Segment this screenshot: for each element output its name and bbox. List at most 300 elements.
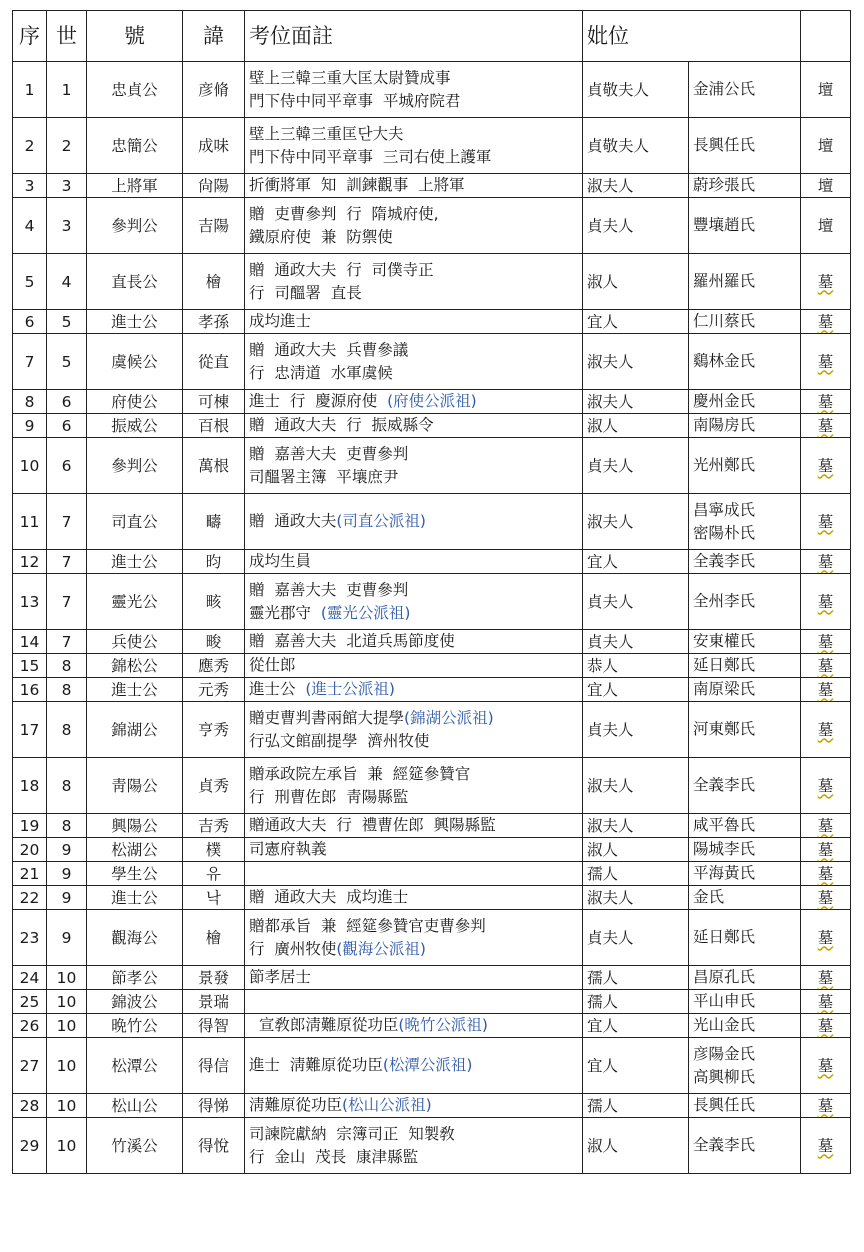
grave-cell: 墓 — [801, 630, 851, 654]
generation-cell: 8 — [47, 654, 87, 678]
ho-cell: 兵使公 — [87, 630, 183, 654]
title-line — [249, 886, 578, 909]
title-line — [249, 1054, 578, 1077]
grave-cell: 墓 — [801, 310, 851, 334]
grave-cell: 墓 — [801, 390, 851, 414]
generation-cell: 6 — [47, 438, 87, 494]
spouse-clan-text: 全州李氏 — [693, 592, 756, 610]
spouse-clan-cell — [689, 654, 801, 678]
grave-cell: 墓 — [801, 1038, 851, 1094]
spouse-clan-cell — [689, 1094, 801, 1118]
title-text: 贈 通政大夫 兵曹參議 — [249, 340, 409, 359]
spouse-clan-text: 金氏 — [693, 888, 725, 906]
name-cell: 낙 — [183, 886, 245, 910]
title-text: 靈光郡守 — [249, 603, 321, 622]
seq-cell: 13 — [13, 574, 47, 630]
spouse-clan-text: 密陽朴氏 — [693, 523, 756, 542]
grave-cell: 壇 — [801, 174, 851, 198]
title-line — [249, 123, 578, 146]
spouse-clan-cell — [689, 414, 801, 438]
title-line — [249, 915, 578, 938]
generation-cell: 9 — [47, 862, 87, 886]
spouse-rank-cell: 淑人 — [583, 414, 689, 438]
title-cell — [245, 390, 583, 414]
table-row — [13, 550, 851, 574]
grave-cell: 墓 — [801, 966, 851, 990]
ho-cell: 進士公 — [87, 678, 183, 702]
ho-cell: 觀海公 — [87, 910, 183, 966]
spouse-clan-cell — [689, 630, 801, 654]
title-cell — [245, 334, 583, 390]
spouse-rank-cell: 淑夫人 — [583, 814, 689, 838]
table-row — [13, 702, 851, 758]
branch-founder-label: (松潭公派祖) — [382, 1056, 473, 1074]
title-line — [249, 1014, 578, 1037]
ho-cell: 錦波公 — [87, 990, 183, 1014]
spouse-clan-cell — [689, 990, 801, 1014]
generation-cell: 10 — [47, 1014, 87, 1038]
title-text: 司憲府執義 — [249, 840, 327, 858]
seq-cell: 18 — [13, 758, 47, 814]
ho-cell: 忠簡公 — [87, 118, 183, 174]
table-row — [13, 630, 851, 654]
header-title: 考位面註 — [245, 11, 583, 62]
seq-cell: 7 — [13, 334, 47, 390]
spouse-clan-cell — [689, 1118, 801, 1174]
generation-cell: 8 — [47, 814, 87, 838]
grave-cell: 墓 — [801, 1118, 851, 1174]
title-cell — [245, 118, 583, 174]
branch-founder-label: (松山公派祖) — [342, 1096, 432, 1114]
ho-cell: 靑陽公 — [87, 758, 183, 814]
title-line — [249, 814, 578, 837]
title-cell — [245, 862, 583, 886]
ho-cell: 進士公 — [87, 310, 183, 334]
seq-cell: 29 — [13, 1118, 47, 1174]
generation-cell: 6 — [47, 390, 87, 414]
title-line — [249, 966, 578, 989]
generation-cell: 8 — [47, 758, 87, 814]
spouse-rank-cell: 貞夫人 — [583, 910, 689, 966]
spouse-rank-cell: 貞夫人 — [583, 574, 689, 630]
title-text: 贈吏曹判書兩館大提學 — [249, 708, 405, 727]
grave-cell: 墓 — [801, 1094, 851, 1118]
name-cell: 從直 — [183, 334, 245, 390]
ho-cell: 靈光公 — [87, 574, 183, 630]
spouse-clan-text: 延日鄭氏 — [693, 656, 756, 674]
seq-cell: 14 — [13, 630, 47, 654]
header-generation: 世 — [47, 11, 87, 62]
title-text: 贈 通政大夫 行 振威縣令 — [249, 416, 434, 434]
title-text: 贈通政大夫 行 禮曹佐郎 興陽縣監 — [249, 816, 496, 834]
title-line — [249, 146, 578, 169]
table-row — [13, 494, 851, 550]
title-text: 進士 行 慶源府使 — [249, 392, 388, 410]
spouse-clan-text: 安東權氏 — [693, 632, 756, 650]
title-line — [249, 654, 578, 677]
generation-cell: 9 — [47, 910, 87, 966]
spouse-clan-cell — [689, 814, 801, 838]
seq-cell: 1 — [13, 62, 47, 118]
title-line — [249, 259, 578, 282]
title-cell — [245, 678, 583, 702]
ho-cell: 節孝公 — [87, 966, 183, 990]
title-cell — [245, 1094, 583, 1118]
title-text: 行 司醞署 直長 — [249, 283, 362, 302]
table-row — [13, 910, 851, 966]
spouse-rank-cell: 貞敬夫人 — [583, 118, 689, 174]
generation-cell: 5 — [47, 334, 87, 390]
spouse-clan-cell — [689, 550, 801, 574]
name-cell: 亨秀 — [183, 702, 245, 758]
seq-cell: 8 — [13, 390, 47, 414]
ho-cell: 松山公 — [87, 1094, 183, 1118]
spouse-clan-cell — [689, 334, 801, 390]
table-row — [13, 758, 851, 814]
spouse-clan-text: 河東鄭氏 — [693, 720, 756, 738]
spouse-clan-cell — [689, 438, 801, 494]
ho-cell: 竹溪公 — [87, 1118, 183, 1174]
spouse-clan-text: 全義李氏 — [693, 1136, 756, 1154]
seq-cell: 4 — [13, 198, 47, 254]
spouse-rank-cell: 淑夫人 — [583, 494, 689, 550]
name-cell: 疇 — [183, 494, 245, 550]
title-line — [249, 90, 578, 113]
title-cell — [245, 654, 583, 678]
header-spouse: 妣位 — [583, 11, 801, 62]
spouse-clan-text: 光山金氏 — [693, 1016, 756, 1034]
table-row — [13, 1118, 851, 1174]
name-cell: 畯 — [183, 630, 245, 654]
branch-founder-label: (靈光公派祖) — [320, 603, 411, 622]
title-cell — [245, 910, 583, 966]
title-text: 司諫院獻納 宗簿司正 知製敎 — [249, 1124, 455, 1143]
grave-cell: 墓 — [801, 334, 851, 390]
spouse-clan-text: 平山申氏 — [693, 992, 756, 1010]
spouse-rank-cell: 貞敬夫人 — [583, 62, 689, 118]
name-cell: 得悌 — [183, 1094, 245, 1118]
title-text: 贈 通政大夫 — [249, 512, 337, 530]
title-line — [249, 602, 578, 625]
spouse-clan-cell — [689, 966, 801, 990]
title-cell — [245, 62, 583, 118]
table-row — [13, 310, 851, 334]
name-cell: 畡 — [183, 574, 245, 630]
title-line — [249, 678, 578, 701]
table-row — [13, 862, 851, 886]
seq-cell: 9 — [13, 414, 47, 438]
spouse-clan-text: 金浦公氏 — [693, 80, 756, 98]
name-cell: 吉陽 — [183, 198, 245, 254]
title-line — [249, 1094, 578, 1117]
table-row — [13, 174, 851, 198]
ho-cell: 虞候公 — [87, 334, 183, 390]
seq-cell: 25 — [13, 990, 47, 1014]
name-cell: 유 — [183, 862, 245, 886]
branch-founder-label: (府使公派祖) — [387, 392, 477, 410]
seq-cell: 23 — [13, 910, 47, 966]
spouse-clan-text: 昌寧成氏 — [693, 500, 756, 519]
grave-cell: 墓 — [801, 758, 851, 814]
title-cell — [245, 1118, 583, 1174]
header-row — [13, 11, 851, 62]
spouse-rank-cell: 孺人 — [583, 966, 689, 990]
spouse-rank-cell: 淑夫人 — [583, 174, 689, 198]
seq-cell: 28 — [13, 1094, 47, 1118]
ho-cell: 進士公 — [87, 550, 183, 574]
title-text: 贈 嘉善大夫 吏曹參判 — [249, 444, 409, 463]
grave-cell: 墓 — [801, 1014, 851, 1038]
generation-cell: 4 — [47, 254, 87, 310]
spouse-rank-cell: 恭人 — [583, 654, 689, 678]
seq-cell: 11 — [13, 494, 47, 550]
generation-cell: 8 — [47, 678, 87, 702]
spouse-clan-cell — [689, 838, 801, 862]
generation-cell: 9 — [47, 838, 87, 862]
spouse-clan-cell — [689, 198, 801, 254]
seq-cell: 20 — [13, 838, 47, 862]
name-cell: 尙陽 — [183, 174, 245, 198]
spouse-clan-cell — [689, 254, 801, 310]
spouse-clan-cell — [689, 1014, 801, 1038]
title-text: 宣敎郎淸難原從功臣 — [249, 1016, 399, 1034]
grave-cell: 墓 — [801, 414, 851, 438]
title-text: 節孝居士 — [249, 968, 312, 986]
name-cell: 萬根 — [183, 438, 245, 494]
table-row — [13, 814, 851, 838]
spouse-clan-text: 全義李氏 — [693, 776, 756, 794]
spouse-clan-text: 南原梁氏 — [693, 680, 756, 698]
name-cell: 百根 — [183, 414, 245, 438]
seq-cell: 17 — [13, 702, 47, 758]
ho-cell: 振威公 — [87, 414, 183, 438]
title-cell — [245, 494, 583, 550]
ho-cell: 司直公 — [87, 494, 183, 550]
spouse-rank-cell: 貞夫人 — [583, 198, 689, 254]
generation-cell: 2 — [47, 118, 87, 174]
title-cell — [245, 574, 583, 630]
grave-cell: 墓 — [801, 574, 851, 630]
title-line — [249, 174, 578, 197]
title-cell — [245, 966, 583, 990]
title-text: 行 刑曹佐郎 靑陽縣監 — [249, 787, 409, 806]
title-text: 贈都承旨 兼 經筵參贊官吏曹參判 — [249, 916, 486, 935]
ho-cell: 忠貞公 — [87, 62, 183, 118]
title-text: 司醞署主簿 平壤庶尹 — [249, 467, 399, 486]
title-text: 門下侍中同平章事 三司右使上護軍 — [249, 147, 492, 166]
branch-founder-label: (錦湖公派祖) — [404, 708, 494, 727]
title-line — [249, 362, 578, 385]
grave-cell: 墓 — [801, 814, 851, 838]
grave-cell: 墓 — [801, 678, 851, 702]
seq-cell: 27 — [13, 1038, 47, 1094]
spouse-clan-text: 蔚珍張氏 — [693, 176, 756, 194]
generation-cell: 10 — [47, 1038, 87, 1094]
generation-cell: 8 — [47, 702, 87, 758]
spouse-rank-cell: 淑夫人 — [583, 758, 689, 814]
ho-cell: 府使公 — [87, 390, 183, 414]
title-cell — [245, 886, 583, 910]
name-cell: 檜 — [183, 910, 245, 966]
title-text: 贈 嘉善大夫 北道兵馬節度使 — [249, 632, 455, 650]
title-line — [249, 862, 578, 885]
generation-cell: 10 — [47, 1094, 87, 1118]
title-line — [249, 466, 578, 489]
title-line — [249, 763, 578, 786]
title-line — [249, 630, 578, 653]
title-text: 進士公 — [249, 680, 306, 698]
grave-cell: 墓 — [801, 654, 851, 678]
title-cell — [245, 814, 583, 838]
title-text: 從仕郎 — [249, 656, 296, 674]
grave-cell: 壇 — [801, 62, 851, 118]
spouse-rank-cell: 淑人 — [583, 254, 689, 310]
ho-cell: 學生公 — [87, 862, 183, 886]
spouse-clan-text: 陽城李氏 — [693, 840, 756, 858]
title-cell — [245, 630, 583, 654]
title-cell — [245, 1038, 583, 1094]
grave-cell: 墓 — [801, 910, 851, 966]
name-cell: 景發 — [183, 966, 245, 990]
table-row — [13, 62, 851, 118]
spouse-clan-cell — [689, 494, 801, 550]
title-line — [249, 310, 578, 333]
spouse-clan-text: 彦陽金氏 — [693, 1044, 756, 1063]
seq-cell: 21 — [13, 862, 47, 886]
grave-cell: 墓 — [801, 886, 851, 910]
spouse-clan-text: 延日鄭氏 — [693, 928, 756, 946]
branch-founder-label: (晩竹公派祖) — [398, 1016, 488, 1034]
title-line — [249, 707, 578, 730]
table-row — [13, 438, 851, 494]
grave-cell: 墓 — [801, 494, 851, 550]
title-line — [249, 282, 578, 305]
header-seq: 序 — [13, 11, 47, 62]
generation-cell: 3 — [47, 198, 87, 254]
title-cell — [245, 438, 583, 494]
spouse-clan-cell — [689, 678, 801, 702]
ho-cell: 參判公 — [87, 198, 183, 254]
spouse-clan-text: 長興任氏 — [693, 1096, 756, 1114]
title-text: 折衝將軍 知 訓鍊觀事 上將軍 — [249, 176, 465, 194]
table-row — [13, 1038, 851, 1094]
generation-cell: 6 — [47, 414, 87, 438]
grave-cell: 墓 — [801, 862, 851, 886]
spouse-clan-cell — [689, 910, 801, 966]
seq-cell: 15 — [13, 654, 47, 678]
header-grave — [801, 11, 851, 62]
seq-cell: 6 — [13, 310, 47, 334]
spouse-clan-cell — [689, 310, 801, 334]
header-name: 諱 — [183, 11, 245, 62]
title-cell — [245, 1014, 583, 1038]
table-row — [13, 118, 851, 174]
spouse-clan-cell — [689, 174, 801, 198]
ho-cell: 松潭公 — [87, 1038, 183, 1094]
ho-cell: 興陽公 — [87, 814, 183, 838]
spouse-clan-text: 光州鄭氏 — [693, 456, 756, 474]
generation-cell: 1 — [47, 62, 87, 118]
spouse-clan-cell — [689, 390, 801, 414]
title-text: 壁上三韓三重匡단大夫 — [249, 124, 404, 143]
spouse-clan-cell — [689, 62, 801, 118]
seq-cell: 16 — [13, 678, 47, 702]
ho-cell: 進士公 — [87, 886, 183, 910]
spouse-clan-text: 仁川蔡氏 — [693, 312, 756, 330]
title-text: 贈 嘉善大夫 吏曹參判 — [249, 580, 409, 599]
grave-cell: 墓 — [801, 702, 851, 758]
spouse-rank-cell: 宜人 — [583, 1038, 689, 1094]
ho-cell: 直長公 — [87, 254, 183, 310]
seq-cell: 26 — [13, 1014, 47, 1038]
spouse-clan-text: 平海黃氏 — [693, 864, 756, 882]
spouse-clan-cell — [689, 862, 801, 886]
table-row — [13, 414, 851, 438]
title-line — [249, 390, 578, 413]
grave-cell: 墓 — [801, 550, 851, 574]
table-row — [13, 254, 851, 310]
title-text: 淸難原從功臣 — [249, 1096, 343, 1114]
seq-cell: 22 — [13, 886, 47, 910]
name-cell: 得智 — [183, 1014, 245, 1038]
title-line — [249, 443, 578, 466]
name-cell: 樸 — [183, 838, 245, 862]
title-cell — [245, 414, 583, 438]
table-row — [13, 390, 851, 414]
table-row — [13, 966, 851, 990]
spouse-rank-cell: 宜人 — [583, 678, 689, 702]
genealogy-table — [12, 10, 851, 1174]
spouse-clan-cell — [689, 758, 801, 814]
table-row — [13, 838, 851, 862]
grave-cell: 墓 — [801, 990, 851, 1014]
table-row — [13, 1094, 851, 1118]
spouse-rank-cell: 淑人 — [583, 1118, 689, 1174]
seq-cell: 3 — [13, 174, 47, 198]
spouse-clan-text: 豐壤趙氏 — [693, 216, 756, 234]
spouse-rank-cell: 宜人 — [583, 1014, 689, 1038]
name-cell: 可棟 — [183, 390, 245, 414]
name-cell: 得悅 — [183, 1118, 245, 1174]
spouse-clan-cell — [689, 574, 801, 630]
spouse-rank-cell: 孺人 — [583, 1094, 689, 1118]
spouse-clan-text: 鷄林金氏 — [693, 352, 756, 370]
seq-cell: 10 — [13, 438, 47, 494]
spouse-clan-text: 昌原孔氏 — [693, 968, 756, 986]
spouse-rank-cell: 宜人 — [583, 310, 689, 334]
branch-founder-label: (進士公派祖) — [305, 680, 395, 698]
table-row — [13, 654, 851, 678]
grave-cell: 墓 — [801, 438, 851, 494]
generation-cell: 7 — [47, 630, 87, 654]
title-cell — [245, 174, 583, 198]
title-text: 贈承政院左承旨 兼 經筵參贊官 — [249, 764, 471, 783]
generation-cell: 9 — [47, 886, 87, 910]
branch-founder-label: (觀海公派祖) — [336, 939, 426, 958]
title-cell — [245, 990, 583, 1014]
name-cell: 元秀 — [183, 678, 245, 702]
generation-cell: 10 — [47, 1118, 87, 1174]
spouse-clan-text: 羅州羅氏 — [693, 272, 756, 290]
table-row — [13, 886, 851, 910]
title-line — [249, 990, 578, 1013]
title-line — [249, 226, 578, 249]
name-cell: 檜 — [183, 254, 245, 310]
generation-cell: 10 — [47, 990, 87, 1014]
title-text: 壁上三韓三重大匡太尉贊成事 — [249, 68, 451, 87]
branch-founder-label: (司直公派祖) — [336, 512, 426, 530]
name-cell: 貞秀 — [183, 758, 245, 814]
